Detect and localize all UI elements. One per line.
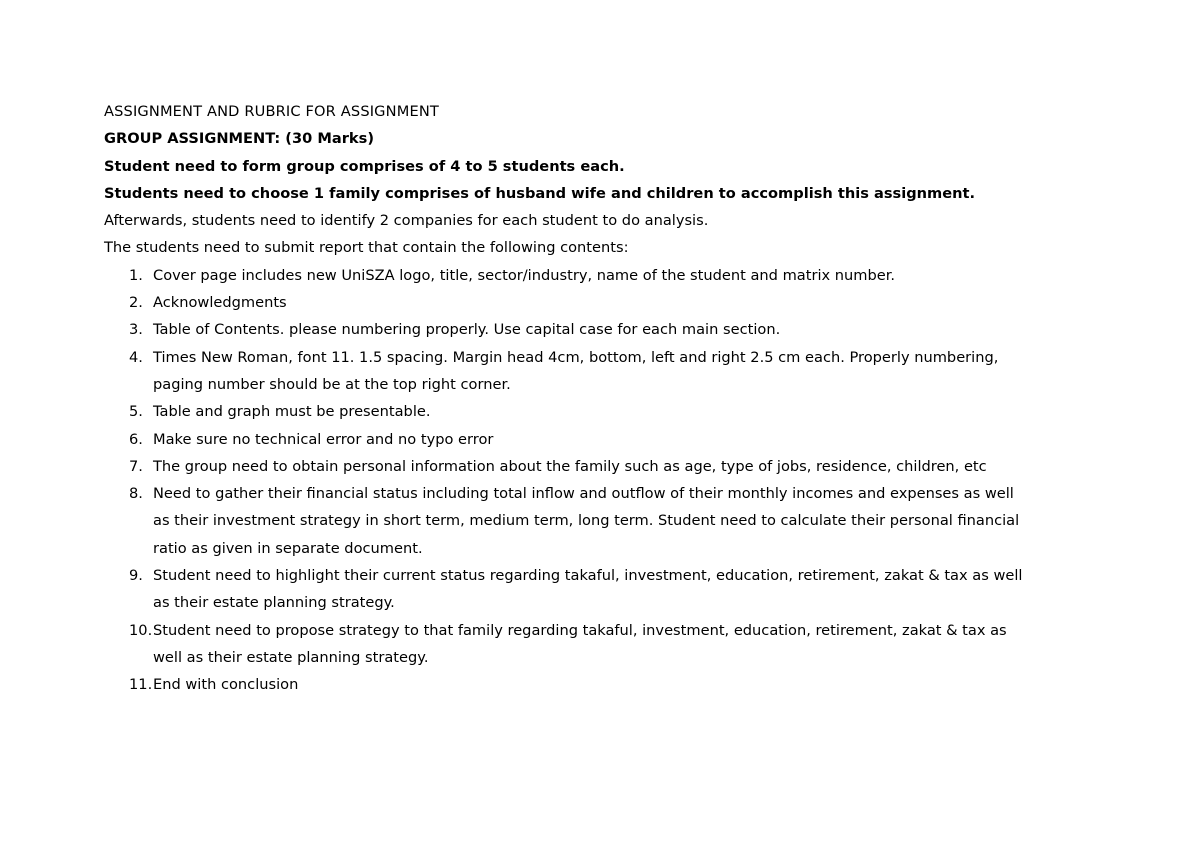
report-contents-list — [104, 262, 1114, 699]
list-item — [104, 344, 1114, 399]
list-item — [104, 617, 1114, 672]
list-item-number: 3. — [129, 321, 143, 339]
list-item-text: The group need to obtain personal information about the family such as age, type of jobs, residence, children, etc — [153, 457, 987, 475]
document-heading: ASSIGNMENT AND RUBRIC FOR ASSIGNMENT — [104, 103, 439, 120]
list-item — [104, 316, 1114, 343]
list-item-number: 1. — [129, 266, 143, 284]
document-content — [104, 98, 1114, 699]
list-item — [104, 398, 1114, 425]
list-item-number: 8. — [129, 485, 143, 503]
list-item-text: Table of Contents. please numbering properly. Use capital case for each main section. — [153, 321, 781, 339]
list-item-text-line-3: ratio as given in separate document. — [153, 539, 423, 557]
list-item-text: Cover page includes new UniSZA logo, title, sector/industry, name of the student and matrix number. — [153, 266, 896, 284]
list-item — [104, 426, 1114, 453]
group-assignment-title: GROUP ASSIGNMENT: (30 Marks) — [104, 130, 374, 148]
list-item-number: 6. — [129, 430, 143, 448]
list-item-number: 5. — [129, 403, 143, 421]
list-item-number: 9. — [129, 567, 143, 585]
list-item-text-line-2: well as their estate planning strategy. — [153, 648, 429, 666]
list-item-number: 4. — [129, 348, 143, 366]
list-item-number: 10. — [129, 621, 153, 639]
list-item — [104, 453, 1114, 480]
list-item-number: 7. — [129, 457, 143, 475]
list-item — [104, 480, 1114, 562]
list-item-text: Table and graph must be presentable. — [153, 403, 431, 421]
list-item-text-line-2: as their investment strategy in short term, medium term, long term. Student need to calculate their personal financial — [153, 512, 1020, 530]
list-item-text: End with conclusion — [153, 676, 299, 694]
list-item-text: Acknowledgments — [153, 294, 287, 312]
list-item-number: 11. — [129, 676, 153, 694]
list-item — [104, 671, 1114, 698]
list-item-text-line-2: as their estate planning strategy. — [153, 594, 395, 612]
list-item-text-line-1: Need to gather their financial status including total inflow and outflow of their monthly incomes and expenses as well — [153, 485, 1014, 503]
list-item-text-line-2: paging number should be at the top right corner. — [153, 375, 511, 393]
list-item-text-line-1: Student need to highlight their current status regarding takaful, investment, education, retirement, zakat & tax as well — [153, 567, 1023, 585]
group-size-instruction: Student need to form group comprises of 4 to 5 students each. — [104, 157, 625, 175]
list-item — [104, 262, 1114, 289]
list-item-text: Make sure no technical error and no typo error — [153, 430, 494, 448]
report-contents-intro: The students need to submit report that contain the following contents: — [104, 239, 629, 257]
family-instruction: Students need to choose 1 family comprises of husband wife and children to accomplish this assignment. — [104, 184, 976, 202]
companies-instruction: Afterwards, students need to identify 2 companies for each student to do analysis. — [104, 212, 709, 230]
list-item — [104, 562, 1114, 617]
list-item-text-line-1: Student need to propose strategy to that family regarding takaful, investment, education, retirement, zakat & tax as — [153, 621, 1007, 639]
list-item — [104, 289, 1114, 316]
list-item-text-line-1: Times New Roman, font 11. 1.5 spacing. Margin head 4cm, bottom, left and right 2.5 cm each. Properly numbering, — [153, 348, 999, 366]
list-item-number: 2. — [129, 294, 143, 312]
